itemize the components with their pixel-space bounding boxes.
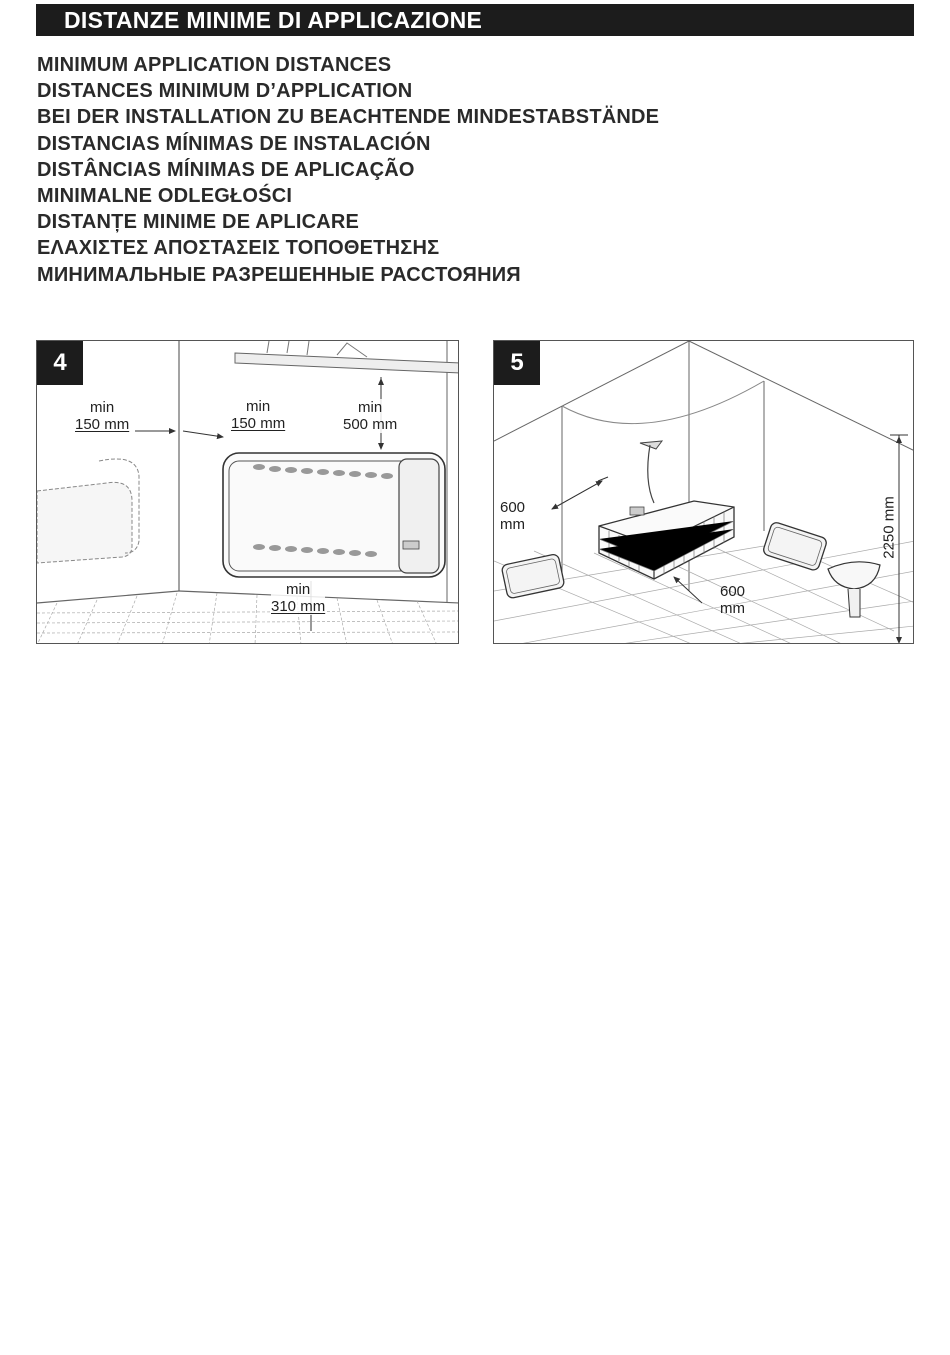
wall-gap-label: 600 mm [500,499,526,533]
figure-number-badge: 5 [494,341,540,385]
bottom-gap-label: min 310 mm [271,581,326,615]
subtitle-en: MINIMUM APPLICATION DISTANCES [37,54,392,76]
subtitle-ro: DISTANȚE MINIME DE APLICARE [37,211,360,234]
bathroom-illustration [494,341,914,644]
side-gap-label: min 150 mm [231,398,286,432]
subtitle-de: BEI DER INSTALLATION ZU BEACHTENDE MINDESTABSTÄNDE [37,106,660,129]
left-gap-label: min 150 mm [75,399,130,433]
subtitle-pl: MINIMALNE ODLEGŁOŚCI [37,185,293,208]
top-gap-label: min 500 mm [343,399,398,433]
subtitle-pt: DISTÂNCIAS MÍNIMAS DE APLICAÇÃO [37,158,415,181]
subtitle-ru: МИНИМАЛЬНЫЕ РАЗРЕШЕННЫЕ РАССТОЯНИЯ [37,263,521,286]
subtitle-es: DISTANCIAS MÍNIMAS DE INSTALACIÓN [37,132,431,155]
room-heater-illustration [37,341,459,644]
subtitle-el: ΕΛΑΧΙΣΤΕΣ ΑΠΟΣΤΑΣΕΙΣ ΤΟΠΟΘΕΤΗΣΗΣ [37,237,440,260]
tub-gap-label: 600 mm [720,583,746,617]
subtitle-fr: DISTANCES MINIMUM D’APPLICATION [37,80,413,103]
translated-titles-list [37,52,659,288]
figure-number-badge: 4 [37,341,83,385]
page-title: DISTANZE MINIME DI APPLICAZIONE [36,4,914,36]
height-label: 2250 mm [880,496,898,559]
figure-5-bathroom-distances [493,340,914,644]
figure-4-wall-distances [36,340,459,644]
